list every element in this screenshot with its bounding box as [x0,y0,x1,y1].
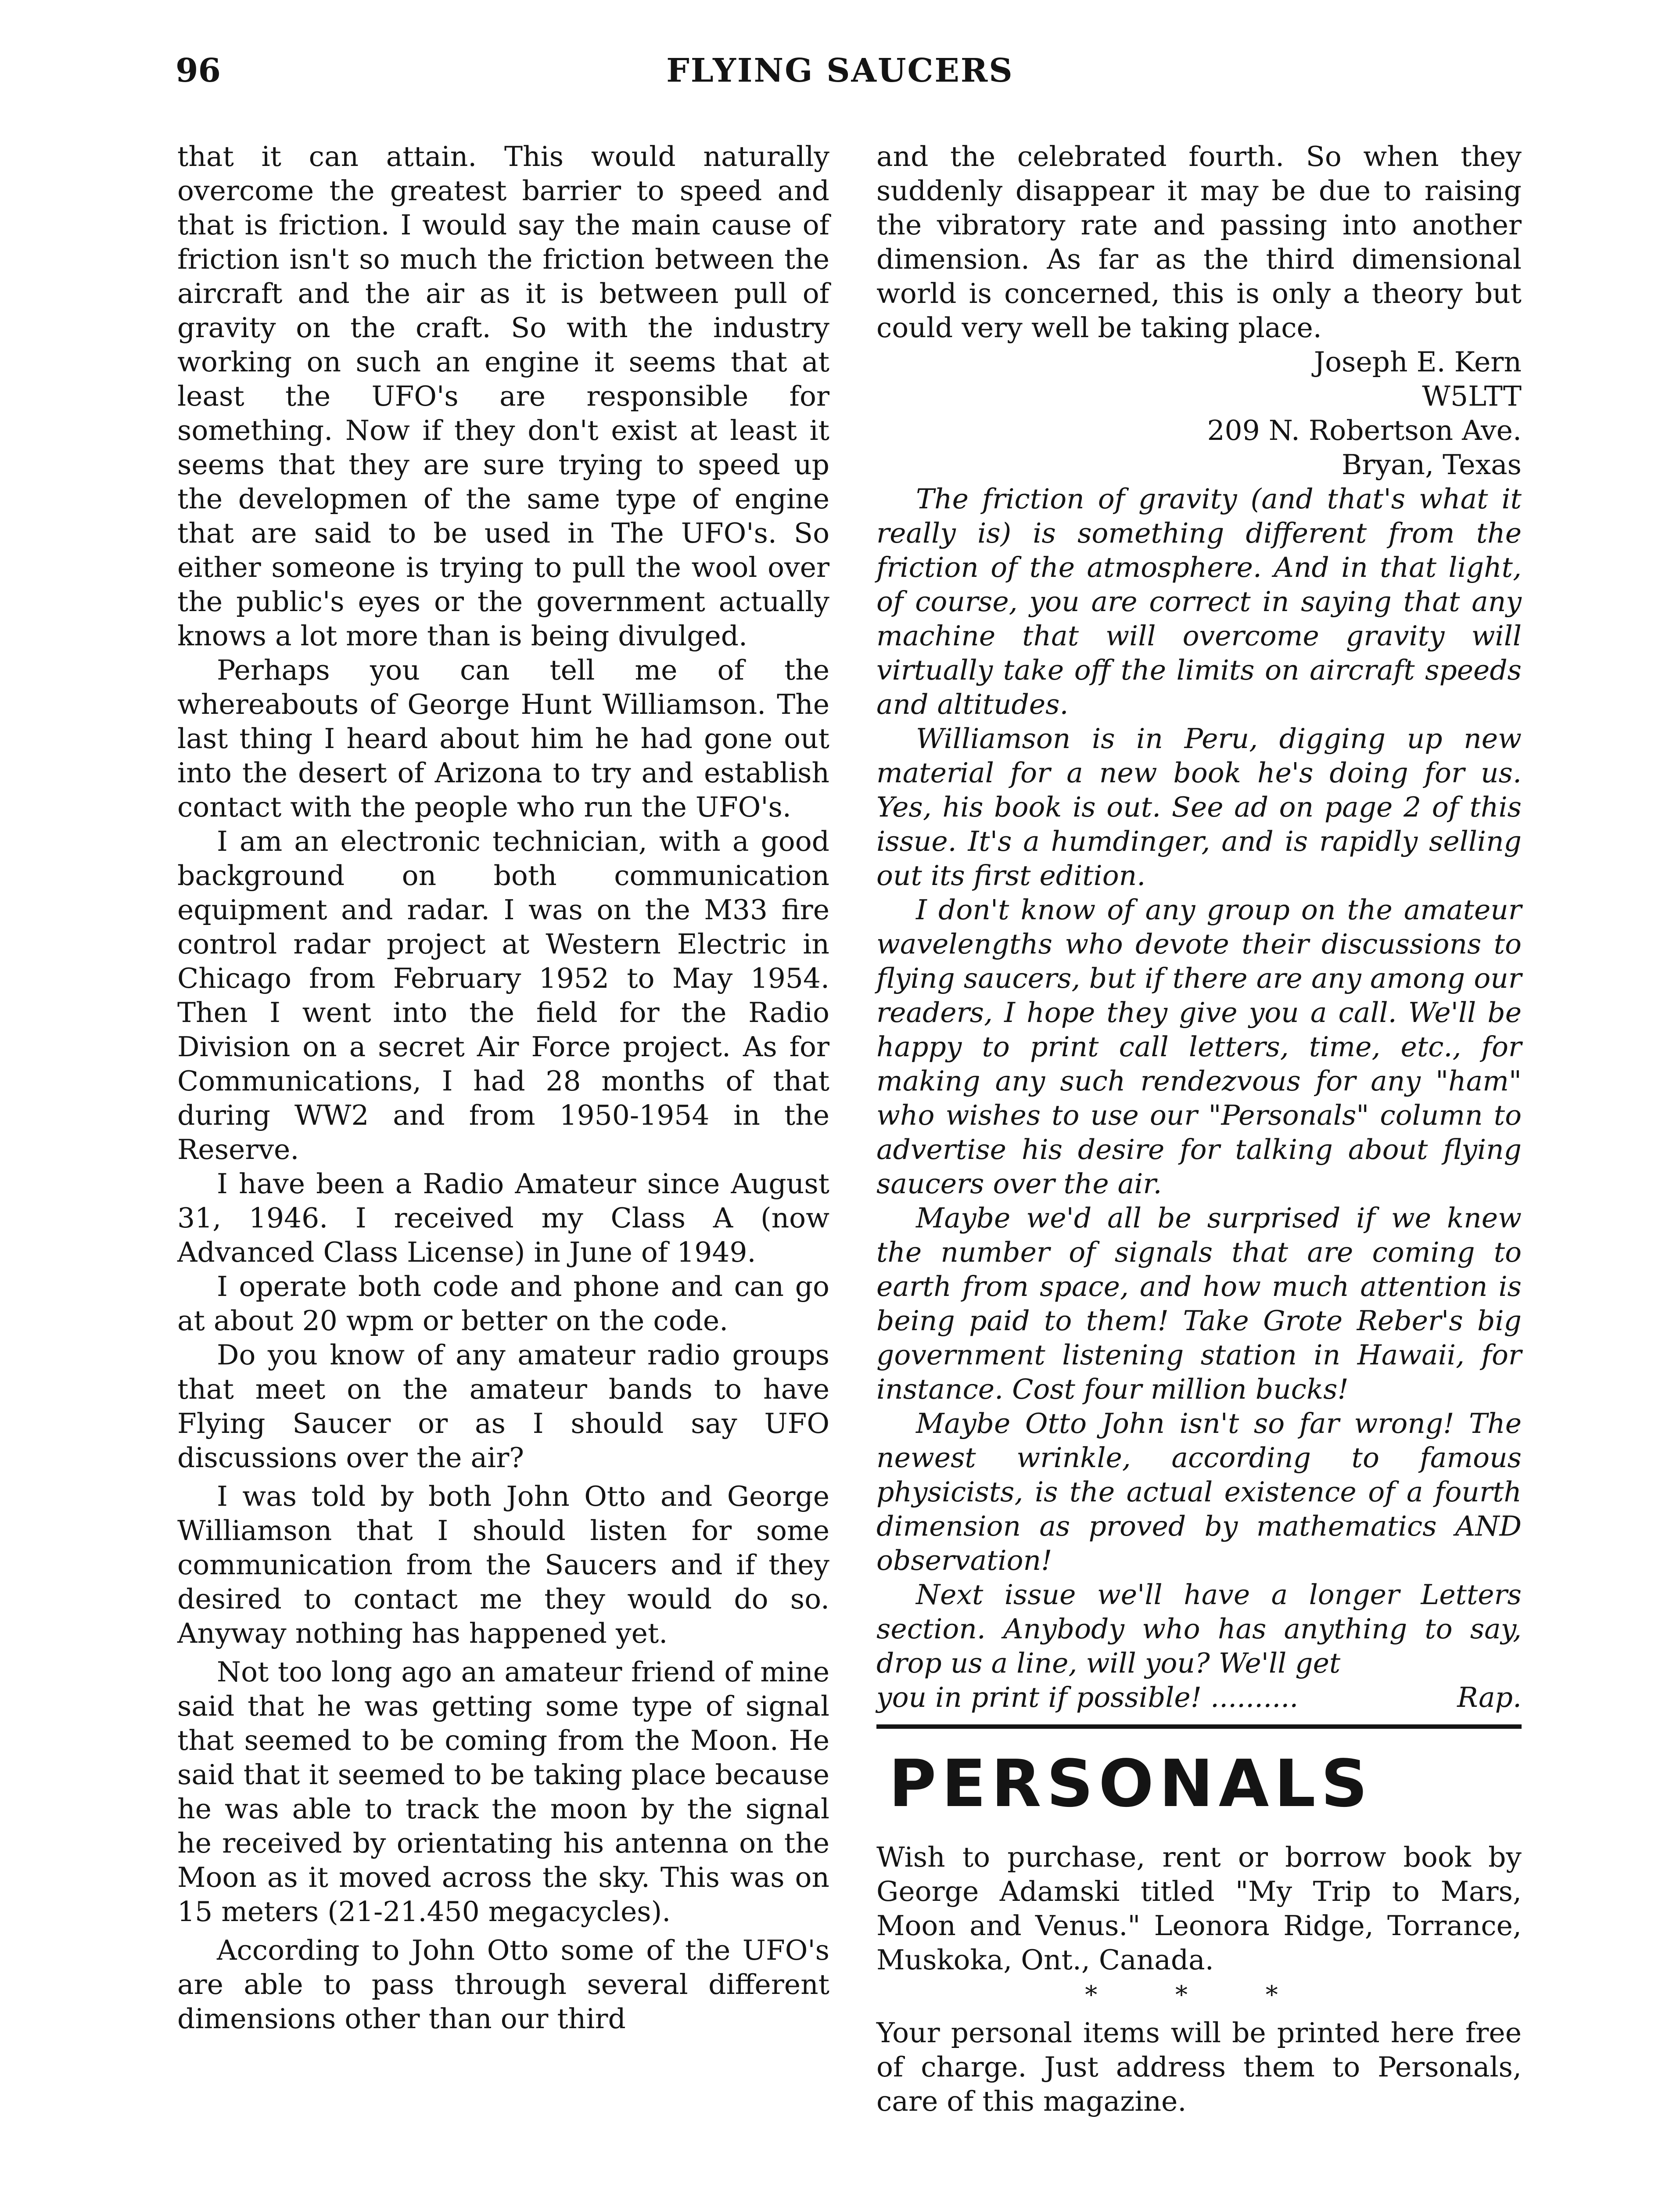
editor-paragraph: Williamson is in Peru, digging up new material for a new book he's doing for us. Yes, his book is out. See ad on page 2 of this issue. It's a humdinger, and is rapidly selling out its first edition. [876,723,1522,892]
signature-street: 209 N. Robertson Ave. [1207,414,1522,446]
signature-city: Bryan, Texas [1341,449,1522,481]
page-number: 96 [176,52,221,90]
personals-item: Wish to purchase, rent or borrow book by George Adamski titled "My Trip to Mars, Moon and Venus." Leonora Ridge, Torrance, Muskoka, Ont., Canada. [876,1841,1522,1976]
left-column [177,140,829,2036]
letter-paragraph: According to John Otto some of the UFO's are able to pass through several different dimensions other than our third [177,1934,829,2035]
section-divider [876,1724,1522,1729]
letter-paragraph: I have been a Radio Amateur since August 31, 1946. I received my Class A (now Advanced Class License) in June of 1949. [177,1168,829,1268]
editor-paragraph: The friction of gravity (and that's what it really is) is something different from the friction of the atmosphere. And in that light, of course, you are correct in saying that any machine that will overcome gravity will virtually take off the limits on aircraft speeds and altitudes. [876,483,1522,720]
personals-section [876,1742,1522,2119]
personals-heading: PERSONALS [889,1746,1373,1821]
editor-paragraph: I don't know of any group on the amateur wavelengths who devote their discussions to flying saucers, but if there are any among our readers, I hope they give you a call. We'll be happy to print call letters, time, etc., for making any such rendezvous for any "ham" who wishes to use our "Personals" column to advertise his desire for talking about flying saucers over the air. [876,894,1522,1200]
letter-continuation: and the celebrated fourth. So when they suddenly disappear it may be due to raising the vibratory rate and passing into another dimension. As far as the third dimensional world is concerned, this is only a theory but could very well be taking place. [876,140,1522,344]
letter-signature [876,345,1522,482]
letter-paragraph: I operate both code and phone and can go at about 20 wpm or better on the code. [177,1270,829,1337]
asterisk-separator: * * * [1085,1981,1313,2009]
letter-paragraph: I am an electronic technician, with a good background on both communication equipment and radar. I was on the M33 fire control radar project at Western Electric in Chicago from February 1952 to May 1954. Then I went into the field for the Radio Division on a secret Air Force project. As for Communications, I had 28 months of that during WW2 and from 1950-1954 in the Reserve. [177,825,829,1166]
running-head-title: FLYING SAUCERS [666,52,1014,90]
editor-reply [876,482,1522,1715]
editor-sign-off [876,1680,1522,1715]
letter-paragraph: Perhaps you can tell me of the whereabouts of George Hunt Williamson. The last thing I heard about him he had gone out into the desert of Arizona to try and establish contact with the people who run the UFO's. [177,654,829,823]
editor-paragraph: Maybe we'd all be surprised if we knew the number of signals that are coming to earth from space, and how much attention is being paid to them! Take Grote Reber's big government listening station in Hawaii, for instance. Cost four million bucks! [876,1202,1522,1405]
right-column [876,140,1522,2119]
letter-paragraph: I was told by both John Otto and George Williamson that I should listen for some communication from the Saucers and if they desired to contact me they would do so. Anyway nothing has happened yet. [177,1480,829,1649]
signature-call-sign: W5LTT [1422,380,1522,412]
letter-paragraph: Not too long ago an amateur friend of mine said that he was getting some type of signal that seemed to be coming from the Moon. He said that it seemed to be taking place because he was able to track the moon by the signal he received by orientating his antenna on the Moon as it moved across the sky. This was on 15 meters (21-21.450 megacycles). [177,1656,829,1928]
signature-name: Joseph E. Kern [1314,346,1522,378]
personals-item: Your personal items will be printed here free of charge. Just address them to Personals, care of this magazine. [876,2017,1522,2117]
letter-paragraph: that it can attain. This would naturally overcome the greatest barrier to speed and that is friction. I would say the main cause of friction isn't so much the friction between the aircraft and the air as it is between pull of gravity on the craft. So with the industry working on such an engine it seems that at least the UFO's are responsible for something. Now if they don't exist at least it seems that they are sure trying to speed up the developmen of the same type of engine that are said to be used in The UFO's. So either someone is trying to pull the wool over the public's eyes or the government actually knows a lot more than is being divulged. [177,140,829,652]
letter-paragraph: Do you know of any amateur radio groups that meet on the amateur bands to have Flying Saucer or as I should say UFO discussions over the air? [177,1339,829,1474]
editor-last-line: you in print if possible! .......... [876,1681,1299,1713]
editor-paragraph: Maybe Otto John isn't so far wrong! The newest wrinkle, according to famous physicists, is the actual existence of a fourth dimension as proved by mathematics AND observation! [876,1407,1522,1576]
editor-initials: Rap. [1457,1681,1522,1713]
editor-paragraph: Next issue we'll have a longer Letters section. Anybody who has anything to say, drop us a line, will you? We'll get [876,1579,1522,1679]
